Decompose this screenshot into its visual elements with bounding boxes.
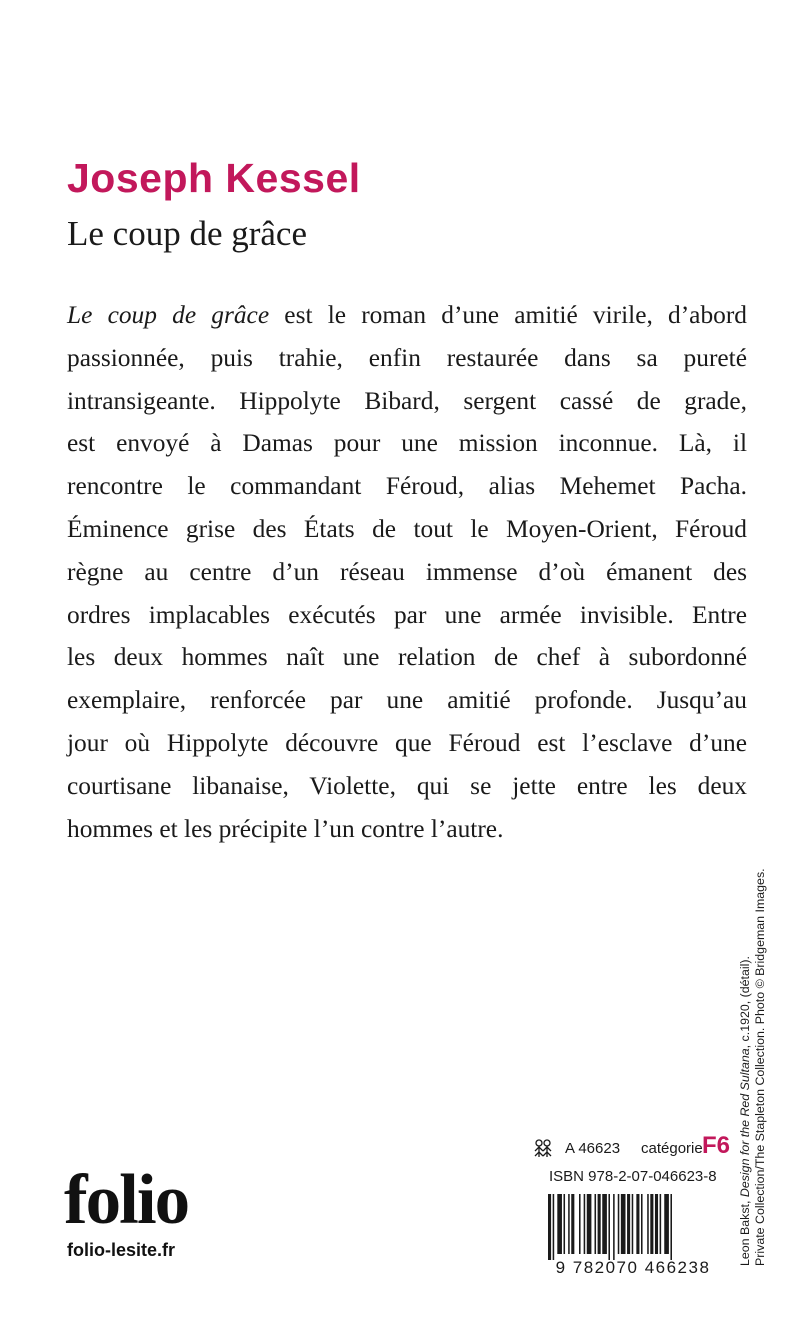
catalog-code-row [531, 1132, 731, 1162]
summary-line: passionnée, puis trahie, enfin restaurée dans sa pureté [67, 343, 747, 372]
barcode-bar [636, 1194, 639, 1254]
publisher-website: folio-lesite.fr [67, 1240, 176, 1260]
barcode-icon [544, 1194, 722, 1276]
barcode-bar [650, 1194, 653, 1254]
barcode-bar [553, 1194, 555, 1260]
barcode-bar [595, 1194, 597, 1254]
barcode-bar [627, 1194, 630, 1254]
category-value: F6 [702, 1132, 731, 1159]
isbn-number: ISBN 978-2-07-046623-8 [549, 1168, 717, 1185]
barcode-bar [660, 1194, 662, 1254]
catalog-code: A 46623 [565, 1140, 621, 1157]
barcode-bar [568, 1194, 570, 1254]
barcode-bar [584, 1194, 586, 1254]
summary-line-text: est le roman d’une amitié virile, d’abord [269, 301, 747, 329]
summary-line: est envoyé à Damas pour une mission inconnue. Là, il [67, 429, 747, 458]
barcode-bar [548, 1194, 551, 1260]
tree-logo-icon [531, 1138, 559, 1158]
barcode-bar [655, 1194, 658, 1254]
summary-line: jour où Hippolyte découvre que Féroud est l’esclave d’une [67, 728, 747, 757]
summary-line: exemplaire, renforcée par une amitié profonde. Jusqu’au [67, 686, 747, 715]
summary-line: intransigeante. Hippolyte Bibard, sergent cassé de grade, [67, 386, 747, 415]
credit-line-2: Private Collection/The Stapleton Collection. Photo © Bridgeman Images. [753, 868, 767, 1266]
barcode-bar [602, 1194, 607, 1254]
barcode-bar [621, 1194, 626, 1254]
credit-line-1: Leon Bakst, Design for the Red Sultana, c.1920, (détail). [738, 956, 752, 1266]
barcode-bar [670, 1194, 672, 1260]
image-credit [738, 866, 768, 1266]
summary-line: ordres implacables exécutés par une armée invisible. Entre [67, 600, 747, 629]
summary-line: Éminence grise des États de tout le Moyen-Orient, Féroud [67, 514, 747, 543]
summary-line: les deux hommes naît une relation de chef à subordonné [67, 643, 747, 672]
barcode-bar [557, 1194, 562, 1254]
barcode-bar [564, 1194, 566, 1254]
barcode-bar [571, 1194, 574, 1254]
barcode-bar [587, 1194, 592, 1254]
barcode-digits: 9 782070 466238 [555, 1258, 711, 1276]
category-label: catégorie [641, 1140, 703, 1157]
barcode-bar [618, 1194, 620, 1254]
barcode-bar [641, 1194, 643, 1254]
barcode-bar [613, 1194, 615, 1260]
book-title: Le coup de grâce [67, 214, 307, 253]
barcode-bar [664, 1194, 669, 1254]
barcode-bar [598, 1194, 601, 1254]
summary-line: hommes et les précipite l’un contre l’autre. [67, 814, 504, 843]
summary-line [67, 294, 747, 337]
publisher-logo: folio [64, 1161, 189, 1239]
summary-italic-title: Le coup de grâce [67, 301, 270, 329]
summary-line: rencontre le commandant Féroud, alias Mehemet Pacha. [67, 472, 747, 501]
barcode-bar [579, 1194, 581, 1254]
barcode-bar [608, 1194, 610, 1260]
back-cover-summary [67, 294, 747, 850]
summary-line: courtisane libanaise, Violette, qui se jette entre les deux [67, 771, 747, 800]
barcode-bar [647, 1194, 649, 1254]
summary-line: règne au centre d’un réseau immense d’où émanent des [67, 557, 747, 586]
author-name: Joseph Kessel [67, 155, 361, 201]
barcode-bar [632, 1194, 634, 1254]
